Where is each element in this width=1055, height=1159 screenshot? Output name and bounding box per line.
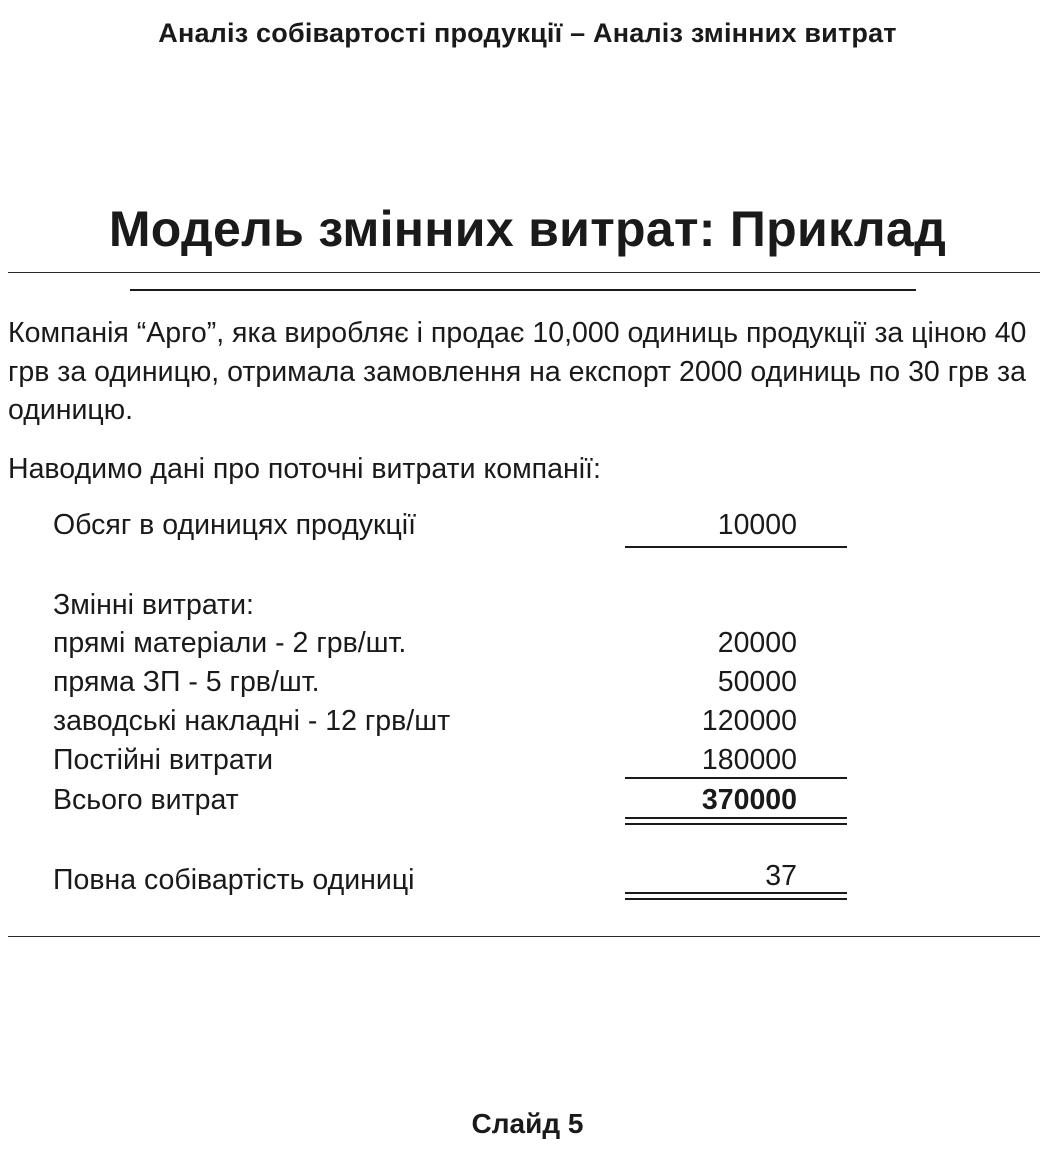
table-row-label: прямі матеріали - 2 грв/шт. — [53, 627, 407, 659]
table-row-label: Постійні витрати — [53, 744, 274, 776]
total-double-underline-top — [625, 817, 847, 819]
variable-costs-heading: Змінні витрати: — [53, 589, 254, 621]
volume-underline — [625, 546, 847, 548]
volume-value: 10000 — [717, 509, 797, 541]
section-header: Аналіз собівартості продукції – Аналіз змінних витрат — [158, 18, 897, 48]
total-label: Всього витрат — [53, 784, 239, 816]
title-divider — [8, 272, 1040, 273]
table-row-label: заводські накладні - 12 грв/шт — [53, 705, 451, 737]
table-row-value: 180000 — [701, 744, 797, 776]
slide-title: Модель змінних витрат: Приклад — [108, 201, 947, 257]
table-row-value: 120000 — [701, 705, 797, 737]
slide-number: Слайд 5 — [471, 1108, 584, 1139]
volume-label: Обсяг в одиницях продукції — [53, 509, 417, 541]
table-row-value: 50000 — [717, 666, 797, 698]
unit-cost-value: 37 — [765, 860, 797, 892]
costs-intro: Наводимо дані про поточні витрати компанії: — [8, 453, 601, 485]
unit-cost-label: Повна собівартість одиниці — [53, 864, 415, 896]
subtotal-underline — [625, 777, 847, 779]
bottom-divider — [8, 936, 1040, 937]
title-underline — [130, 289, 916, 291]
total-double-underline-bottom — [625, 823, 847, 825]
unit-cost-double-underline-bottom — [625, 898, 847, 900]
table-row-label: пряма ЗП - 5 грв/шт. — [53, 666, 320, 698]
table-row-value: 20000 — [717, 627, 797, 659]
total-value: 370000 — [701, 784, 797, 816]
intro-paragraph: Компанія “Арго”, яка виробляє і продає 10,000 одиниць продукції за ціною 40 грв за одиницю, отримала замовлення на експорт 2000 одиниць по 30 грв за одиницю. — [8, 317, 1027, 426]
unit-cost-double-underline-top — [625, 892, 847, 894]
